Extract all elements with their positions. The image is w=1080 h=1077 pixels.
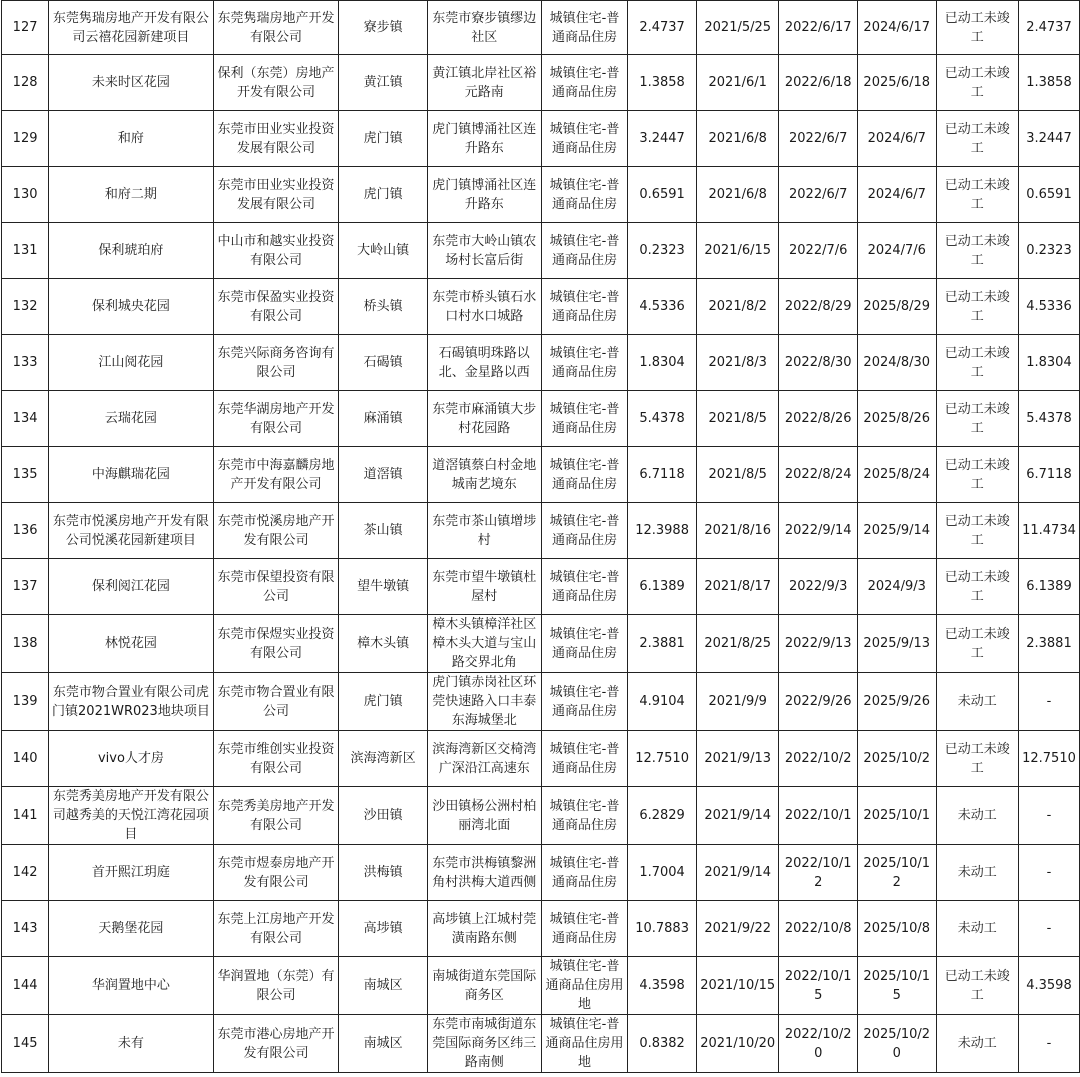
project-name-cell: 保利琥珀府: [49, 223, 214, 279]
company-cell: 东莞市保煜实业投资有限公司: [213, 615, 339, 673]
project-name-cell: 云瑞花园: [49, 391, 214, 447]
actual-area-cell: 11.4734: [1018, 503, 1079, 559]
row-number-cell: 136: [2, 503, 49, 559]
land-use-cell: 城镇住宅-普通商品住房用地: [541, 957, 627, 1015]
town-cell: 寮步镇: [339, 1, 427, 55]
address-cell: 东莞市大岭山镇农场村长富后街: [427, 223, 541, 279]
land-use-cell: 城镇住宅-普通商品住房: [541, 391, 627, 447]
address-cell: 沙田镇杨公洲村柏丽湾北面: [427, 787, 541, 845]
start-date-cell: 2022/10/2: [779, 731, 858, 787]
sign-date-cell: 2021/9/9: [696, 673, 778, 731]
town-cell: 望牛墩镇: [339, 559, 427, 615]
area-cell: 5.4378: [628, 391, 697, 447]
table-row: [2, 673, 1080, 731]
status-cell: 已动工未竣工: [936, 503, 1018, 559]
table-row: [2, 1015, 1080, 1073]
actual-area-cell: -: [1018, 673, 1079, 731]
address-cell: 东莞市南城街道东莞国际商务区纬三路南侧: [427, 1015, 541, 1073]
project-name-cell: 首开熙江玥庭: [49, 845, 214, 901]
status-cell: 已动工未竣工: [936, 55, 1018, 111]
address-cell: 东莞市桥头镇石水口村水口城路: [427, 279, 541, 335]
row-number-cell: 130: [2, 167, 49, 223]
area-cell: 2.3881: [628, 615, 697, 673]
completion-date-cell: 2025/9/14: [857, 503, 936, 559]
row-number-cell: 142: [2, 845, 49, 901]
town-cell: 洪梅镇: [339, 845, 427, 901]
town-cell: 樟木头镇: [339, 615, 427, 673]
company-cell: 东莞华湖房地产开发有限公司: [213, 391, 339, 447]
row-number-cell: 135: [2, 447, 49, 503]
company-cell: 东莞市田业实业投资发展有限公司: [213, 167, 339, 223]
actual-area-cell: 2.4737: [1018, 1, 1079, 55]
project-name-cell: vivo人才房: [49, 731, 214, 787]
project-name-cell: 和府二期: [49, 167, 214, 223]
project-name-cell: 未有: [49, 1015, 214, 1073]
row-number-cell: 141: [2, 787, 49, 845]
actual-area-cell: 12.7510: [1018, 731, 1079, 787]
sign-date-cell: 2021/10/15: [696, 957, 778, 1015]
town-cell: 大岭山镇: [339, 223, 427, 279]
area-cell: 0.8382: [628, 1015, 697, 1073]
row-number-cell: 133: [2, 335, 49, 391]
town-cell: 道滘镇: [339, 447, 427, 503]
table-row: [2, 391, 1080, 447]
land-use-cell: 城镇住宅-普通商品住房用地: [541, 1015, 627, 1073]
completion-date-cell: 2024/6/7: [857, 111, 936, 167]
row-number-cell: 138: [2, 615, 49, 673]
start-date-cell: 2022/6/18: [779, 55, 858, 111]
completion-date-cell: 2025/8/29: [857, 279, 936, 335]
address-cell: 滨海湾新区交椅湾广深沿江高速东: [427, 731, 541, 787]
land-use-cell: 城镇住宅-普通商品住房: [541, 845, 627, 901]
sign-date-cell: 2021/6/1: [696, 55, 778, 111]
start-date-cell: 2022/9/3: [779, 559, 858, 615]
row-number-cell: 140: [2, 731, 49, 787]
land-use-cell: 城镇住宅-普通商品住房: [541, 55, 627, 111]
sign-date-cell: 2021/8/17: [696, 559, 778, 615]
address-cell: 石碣镇明珠路以北、金星路以西: [427, 335, 541, 391]
sign-date-cell: 2021/8/3: [696, 335, 778, 391]
status-cell: 已动工未竣工: [936, 223, 1018, 279]
area-cell: 10.7883: [628, 901, 697, 957]
town-cell: 麻涌镇: [339, 391, 427, 447]
sign-date-cell: 2021/9/13: [696, 731, 778, 787]
sign-date-cell: 2021/8/16: [696, 503, 778, 559]
completion-date-cell: 2025/10/20: [857, 1015, 936, 1073]
status-cell: 未动工: [936, 673, 1018, 731]
address-cell: 东莞市麻涌镇大步村花园路: [427, 391, 541, 447]
area-cell: 6.7118: [628, 447, 697, 503]
area-cell: 4.3598: [628, 957, 697, 1015]
table-row: [2, 615, 1080, 673]
address-cell: 东莞市寮步镇缪边社区: [427, 1, 541, 55]
project-name-cell: 保利阅江花园: [49, 559, 214, 615]
land-supply-table: [1, 0, 1080, 1073]
completion-date-cell: 2025/6/18: [857, 55, 936, 111]
sign-date-cell: 2021/6/8: [696, 167, 778, 223]
company-cell: 东莞秀美房地产开发有限公司: [213, 787, 339, 845]
land-use-cell: 城镇住宅-普通商品住房: [541, 673, 627, 731]
project-name-cell: 东莞隽瑞房地产开发有限公司云禧花园新建项目: [49, 1, 214, 55]
actual-area-cell: 3.2447: [1018, 111, 1079, 167]
address-cell: 虎门镇博涌社区连升路东: [427, 167, 541, 223]
land-use-cell: 城镇住宅-普通商品住房: [541, 787, 627, 845]
status-cell: 已动工未竣工: [936, 167, 1018, 223]
sign-date-cell: 2021/6/8: [696, 111, 778, 167]
town-cell: 茶山镇: [339, 503, 427, 559]
completion-date-cell: 2024/9/3: [857, 559, 936, 615]
row-number-cell: 143: [2, 901, 49, 957]
project-name-cell: 和府: [49, 111, 214, 167]
table-row: [2, 1, 1080, 55]
company-cell: 华润置地（东莞）有限公司: [213, 957, 339, 1015]
town-cell: 南城区: [339, 1015, 427, 1073]
company-cell: 保利（东莞）房地产开发有限公司: [213, 55, 339, 111]
actual-area-cell: 0.6591: [1018, 167, 1079, 223]
address-cell: 南城街道东莞国际商务区: [427, 957, 541, 1015]
table-row: [2, 845, 1080, 901]
status-cell: 未动工: [936, 845, 1018, 901]
project-name-cell: 东莞市物合置业有限公司虎门镇2021WR023地块项目: [49, 673, 214, 731]
project-name-cell: 中海麒瑞花园: [49, 447, 214, 503]
actual-area-cell: 0.2323: [1018, 223, 1079, 279]
area-cell: 3.2447: [628, 111, 697, 167]
start-date-cell: 2022/10/8: [779, 901, 858, 957]
row-number-cell: 128: [2, 55, 49, 111]
completion-date-cell: 2024/7/6: [857, 223, 936, 279]
status-cell: 已动工未竣工: [936, 731, 1018, 787]
start-date-cell: 2022/9/13: [779, 615, 858, 673]
land-use-cell: 城镇住宅-普通商品住房: [541, 223, 627, 279]
table-row: [2, 111, 1080, 167]
actual-area-cell: -: [1018, 1015, 1079, 1073]
company-cell: 东莞市物合置业有限公司: [213, 673, 339, 731]
row-number-cell: 127: [2, 1, 49, 55]
sign-date-cell: 2021/6/15: [696, 223, 778, 279]
area-cell: 0.6591: [628, 167, 697, 223]
land-use-cell: 城镇住宅-普通商品住房: [541, 731, 627, 787]
project-name-cell: 天鹅堡花园: [49, 901, 214, 957]
table-row: [2, 559, 1080, 615]
area-cell: 6.1389: [628, 559, 697, 615]
town-cell: 沙田镇: [339, 787, 427, 845]
start-date-cell: 2022/8/24: [779, 447, 858, 503]
area-cell: 4.5336: [628, 279, 697, 335]
land-use-cell: 城镇住宅-普通商品住房: [541, 503, 627, 559]
table-row: [2, 447, 1080, 503]
start-date-cell: 2022/10/20: [779, 1015, 858, 1073]
sign-date-cell: 2021/8/5: [696, 447, 778, 503]
project-name-cell: 江山阅花园: [49, 335, 214, 391]
address-cell: 虎门镇博涌社区连升路东: [427, 111, 541, 167]
completion-date-cell: 2025/10/1: [857, 787, 936, 845]
start-date-cell: 2022/10/1: [779, 787, 858, 845]
area-cell: 1.8304: [628, 335, 697, 391]
actual-area-cell: 4.3598: [1018, 957, 1079, 1015]
row-number-cell: 129: [2, 111, 49, 167]
land-use-cell: 城镇住宅-普通商品住房: [541, 279, 627, 335]
start-date-cell: 2022/10/12: [779, 845, 858, 901]
status-cell: 已动工未竣工: [936, 391, 1018, 447]
completion-date-cell: 2025/10/12: [857, 845, 936, 901]
town-cell: 黄江镇: [339, 55, 427, 111]
status-cell: 已动工未竣工: [936, 111, 1018, 167]
completion-date-cell: 2025/10/2: [857, 731, 936, 787]
actual-area-cell: -: [1018, 845, 1079, 901]
completion-date-cell: 2024/6/17: [857, 1, 936, 55]
completion-date-cell: 2025/8/24: [857, 447, 936, 503]
actual-area-cell: 1.3858: [1018, 55, 1079, 111]
company-cell: 东莞市中海嘉麟房地产开发有限公司: [213, 447, 339, 503]
status-cell: 已动工未竣工: [936, 335, 1018, 391]
table-body: [2, 1, 1080, 1073]
completion-date-cell: 2024/6/7: [857, 167, 936, 223]
company-cell: 东莞上江房地产开发有限公司: [213, 901, 339, 957]
status-cell: 已动工未竣工: [936, 559, 1018, 615]
start-date-cell: 2022/10/15: [779, 957, 858, 1015]
actual-area-cell: 6.7118: [1018, 447, 1079, 503]
status-cell: 未动工: [936, 787, 1018, 845]
area-cell: 0.2323: [628, 223, 697, 279]
sign-date-cell: 2021/9/14: [696, 787, 778, 845]
address-cell: 东莞市洪梅镇黎洲角村洪梅大道西侧: [427, 845, 541, 901]
company-cell: 东莞市保望投资有限公司: [213, 559, 339, 615]
table-row: [2, 279, 1080, 335]
town-cell: 虎门镇: [339, 167, 427, 223]
town-cell: 滨海湾新区: [339, 731, 427, 787]
company-cell: 东莞隽瑞房地产开发有限公司: [213, 1, 339, 55]
sign-date-cell: 2021/10/20: [696, 1015, 778, 1073]
actual-area-cell: 5.4378: [1018, 391, 1079, 447]
sign-date-cell: 2021/9/14: [696, 845, 778, 901]
area-cell: 12.3988: [628, 503, 697, 559]
start-date-cell: 2022/8/26: [779, 391, 858, 447]
project-name-cell: 华润置地中心: [49, 957, 214, 1015]
row-number-cell: 131: [2, 223, 49, 279]
company-cell: 东莞兴际商务咨询有限公司: [213, 335, 339, 391]
actual-area-cell: 4.5336: [1018, 279, 1079, 335]
start-date-cell: 2022/9/26: [779, 673, 858, 731]
land-use-cell: 城镇住宅-普通商品住房: [541, 901, 627, 957]
town-cell: 南城区: [339, 957, 427, 1015]
status-cell: 已动工未竣工: [936, 447, 1018, 503]
table-row: [2, 223, 1080, 279]
start-date-cell: 2022/7/6: [779, 223, 858, 279]
sign-date-cell: 2021/8/2: [696, 279, 778, 335]
table-row: [2, 503, 1080, 559]
land-use-cell: 城镇住宅-普通商品住房: [541, 1, 627, 55]
land-use-cell: 城镇住宅-普通商品住房: [541, 615, 627, 673]
address-cell: 高埗镇上江城村莞潢南路东侧: [427, 901, 541, 957]
start-date-cell: 2022/6/7: [779, 111, 858, 167]
company-cell: 东莞市田业实业投资发展有限公司: [213, 111, 339, 167]
row-number-cell: 144: [2, 957, 49, 1015]
start-date-cell: 2022/6/17: [779, 1, 858, 55]
actual-area-cell: 1.8304: [1018, 335, 1079, 391]
table-row: [2, 167, 1080, 223]
town-cell: 桥头镇: [339, 279, 427, 335]
land-use-cell: 城镇住宅-普通商品住房: [541, 167, 627, 223]
address-cell: 道滘镇蔡白村金地城南艺境东: [427, 447, 541, 503]
status-cell: 已动工未竣工: [936, 279, 1018, 335]
project-name-cell: 东莞市悦溪房地产开发有限公司悦溪花园新建项目: [49, 503, 214, 559]
completion-date-cell: 2025/10/15: [857, 957, 936, 1015]
area-cell: 1.7004: [628, 845, 697, 901]
status-cell: 未动工: [936, 901, 1018, 957]
completion-date-cell: 2025/10/8: [857, 901, 936, 957]
address-cell: 虎门镇赤岗社区环莞快速路入口丰泰东海城堡北: [427, 673, 541, 731]
actual-area-cell: -: [1018, 901, 1079, 957]
town-cell: 高埗镇: [339, 901, 427, 957]
start-date-cell: 2022/8/29: [779, 279, 858, 335]
sign-date-cell: 2021/9/22: [696, 901, 778, 957]
project-name-cell: 保利城央花园: [49, 279, 214, 335]
table-row: [2, 787, 1080, 845]
area-cell: 4.9104: [628, 673, 697, 731]
company-cell: 东莞市维创实业投资有限公司: [213, 731, 339, 787]
row-number-cell: 145: [2, 1015, 49, 1073]
actual-area-cell: -: [1018, 787, 1079, 845]
town-cell: 虎门镇: [339, 673, 427, 731]
start-date-cell: 2022/9/14: [779, 503, 858, 559]
address-cell: 东莞市望牛墩镇杜屋村: [427, 559, 541, 615]
sign-date-cell: 2021/8/5: [696, 391, 778, 447]
status-cell: 已动工未竣工: [936, 957, 1018, 1015]
start-date-cell: 2022/8/30: [779, 335, 858, 391]
company-cell: 中山市和越实业投资有限公司: [213, 223, 339, 279]
land-use-cell: 城镇住宅-普通商品住房: [541, 335, 627, 391]
project-name-cell: 林悦花园: [49, 615, 214, 673]
area-cell: 1.3858: [628, 55, 697, 111]
row-number-cell: 139: [2, 673, 49, 731]
table-row: [2, 901, 1080, 957]
area-cell: 6.2829: [628, 787, 697, 845]
company-cell: 东莞市保盈实业投资有限公司: [213, 279, 339, 335]
sign-date-cell: 2021/5/25: [696, 1, 778, 55]
status-cell: 已动工未竣工: [936, 1, 1018, 55]
completion-date-cell: 2025/8/26: [857, 391, 936, 447]
actual-area-cell: 6.1389: [1018, 559, 1079, 615]
table-row: [2, 731, 1080, 787]
status-cell: 已动工未竣工: [936, 615, 1018, 673]
address-cell: 东莞市茶山镇增埗村: [427, 503, 541, 559]
actual-area-cell: 2.3881: [1018, 615, 1079, 673]
project-name-cell: 未来时区花园: [49, 55, 214, 111]
town-cell: 石碣镇: [339, 335, 427, 391]
land-use-cell: 城镇住宅-普通商品住房: [541, 559, 627, 615]
project-name-cell: 东莞秀美房地产开发有限公司越秀美的天悦江湾花园项目: [49, 787, 214, 845]
status-cell: 未动工: [936, 1015, 1018, 1073]
completion-date-cell: 2025/9/26: [857, 673, 936, 731]
area-cell: 2.4737: [628, 1, 697, 55]
sign-date-cell: 2021/8/25: [696, 615, 778, 673]
address-cell: 黄江镇北岸社区裕元路南: [427, 55, 541, 111]
row-number-cell: 134: [2, 391, 49, 447]
company-cell: 东莞市煜泰房地产开发有限公司: [213, 845, 339, 901]
town-cell: 虎门镇: [339, 111, 427, 167]
company-cell: 东莞市港心房地产开发有限公司: [213, 1015, 339, 1073]
company-cell: 东莞市悦溪房地产开发有限公司: [213, 503, 339, 559]
start-date-cell: 2022/6/7: [779, 167, 858, 223]
row-number-cell: 137: [2, 559, 49, 615]
table-row: [2, 335, 1080, 391]
completion-date-cell: 2024/8/30: [857, 335, 936, 391]
land-use-cell: 城镇住宅-普通商品住房: [541, 111, 627, 167]
row-number-cell: 132: [2, 279, 49, 335]
completion-date-cell: 2025/9/13: [857, 615, 936, 673]
table-row: [2, 55, 1080, 111]
land-use-cell: 城镇住宅-普通商品住房: [541, 447, 627, 503]
table-row: [2, 957, 1080, 1015]
address-cell: 樟木头镇樟洋社区樟木头大道与宝山路交界北角: [427, 615, 541, 673]
area-cell: 12.7510: [628, 731, 697, 787]
